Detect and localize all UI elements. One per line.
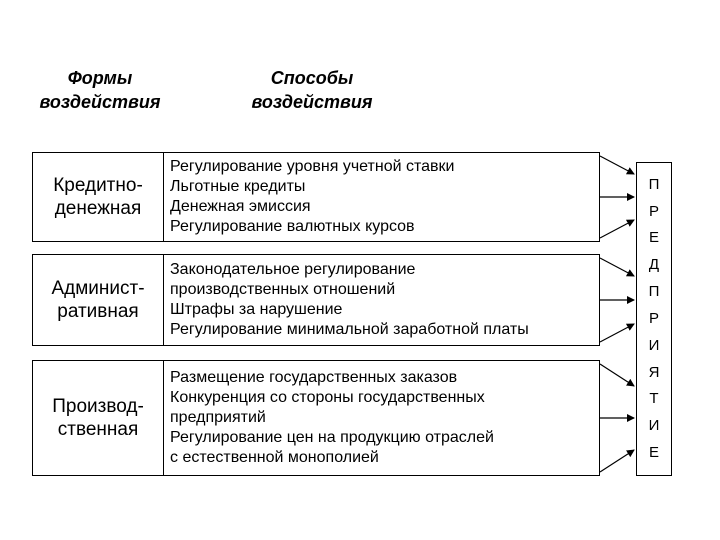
row-label-line-1: Админист- <box>51 278 145 299</box>
row-label-line-2: ративная <box>57 301 139 322</box>
method-item: Законодательное регулирование <box>170 261 416 278</box>
method-item: Регулирование уровня учетной ставки <box>170 158 455 175</box>
vertical-letter: Р <box>648 202 659 220</box>
method-item: Размещение государственных заказов <box>170 369 458 386</box>
arrow <box>600 364 634 386</box>
method-item: предприятий <box>170 409 266 426</box>
enterprise-box <box>636 162 672 476</box>
vertical-letter: П <box>648 175 660 193</box>
row-label-line-2: денежная <box>54 198 142 219</box>
vertical-letter: Я <box>648 363 660 381</box>
method-item: Регулирование минимальной заработной платы <box>170 321 529 338</box>
arrow <box>600 220 634 238</box>
arrow <box>600 324 634 342</box>
vertical-letter: И <box>648 417 660 435</box>
header-methods-line-1: Способы <box>270 68 354 88</box>
method-item: Денежная эмиссия <box>170 198 311 215</box>
vertical-letter: Т <box>649 390 659 408</box>
method-item: с естественной монополией <box>170 449 379 466</box>
header-methods-line-2: воздействия <box>251 92 373 112</box>
vertical-letter: Е <box>648 229 659 247</box>
vertical-letter: П <box>648 283 660 301</box>
vertical-letter: Р <box>648 309 659 327</box>
vertical-letter: Д <box>648 256 660 274</box>
row-label-line-1: Производ- <box>52 396 144 417</box>
header-forms-line-2: воздействия <box>39 92 161 112</box>
method-item: Регулирование валютных курсов <box>170 218 415 235</box>
vertical-letter: Е <box>648 444 659 462</box>
method-item: Регулирование цен на продукцию отраслей <box>170 429 494 446</box>
method-item: Льготные кредиты <box>170 178 306 195</box>
method-item: производственных отношений <box>170 281 396 298</box>
arrow <box>600 450 634 472</box>
arrow <box>600 258 634 276</box>
method-item: Конкуренция со стороны государственных <box>170 389 485 406</box>
method-item: Штрафы за нарушение <box>170 301 343 318</box>
row-label-line-2: ственная <box>57 419 139 440</box>
header-forms-line-1: Формы <box>67 68 133 88</box>
row-label-line-1: Кредитно- <box>53 175 143 196</box>
arrow <box>600 156 634 174</box>
vertical-letter: И <box>648 336 660 354</box>
